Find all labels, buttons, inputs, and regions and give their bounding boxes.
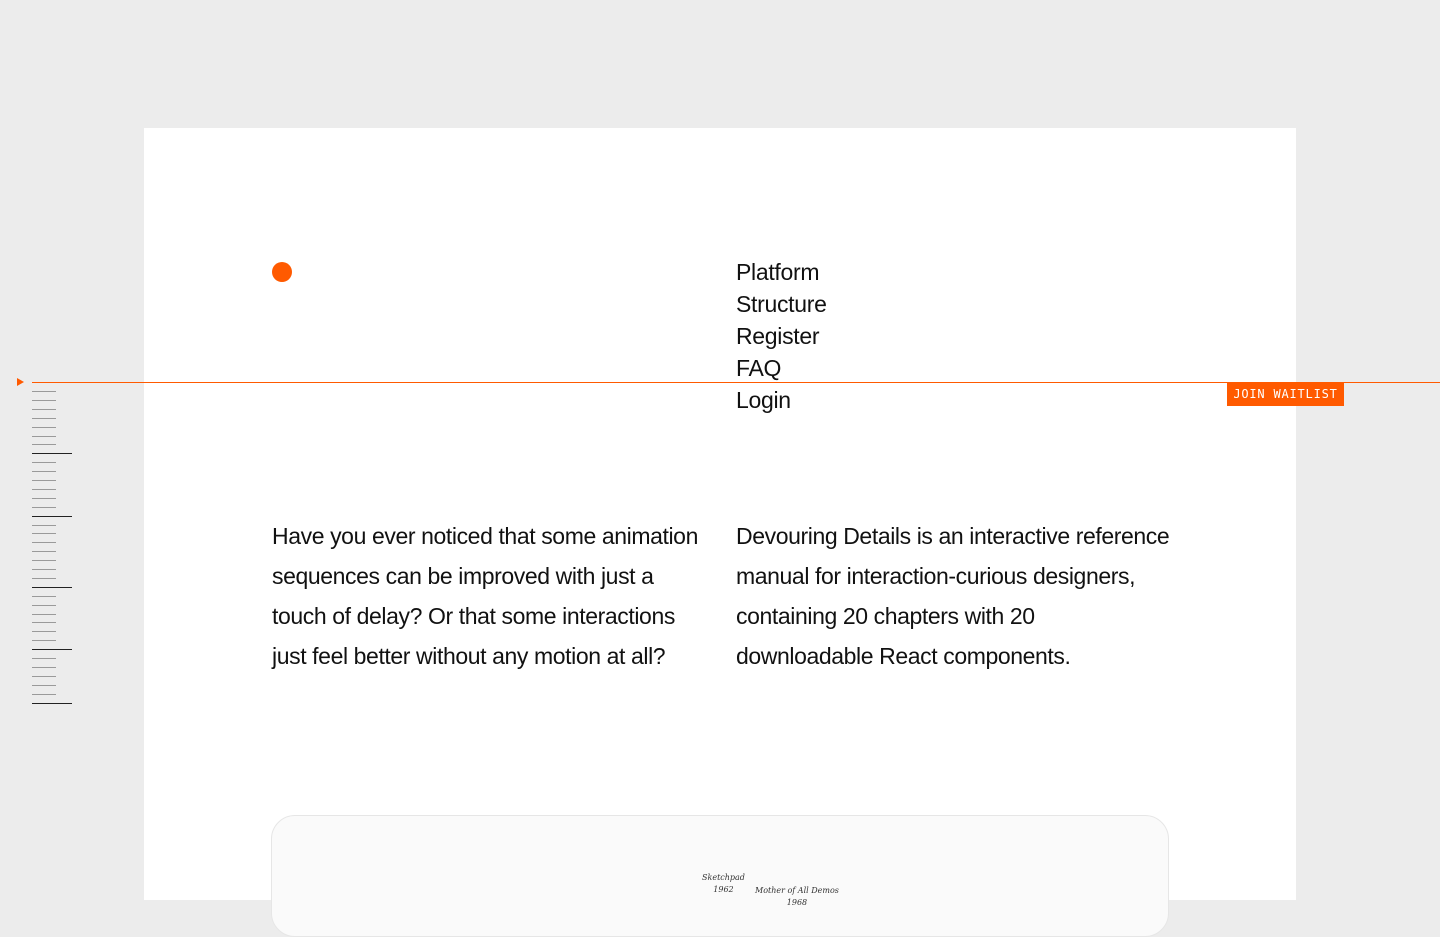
ruler-tick xyxy=(32,694,56,695)
nav-item-structure[interactable]: Structure xyxy=(736,291,827,317)
ruler-tick xyxy=(32,471,56,472)
scroll-ruler[interactable] xyxy=(32,382,72,702)
ruler-tick xyxy=(32,605,56,606)
ruler-tick xyxy=(32,631,56,632)
ruler-tick xyxy=(32,498,56,499)
nav-item-login[interactable]: Login xyxy=(736,387,791,413)
ruler-tick xyxy=(32,507,56,508)
main-card xyxy=(144,128,1296,900)
nav-item-register[interactable]: Register xyxy=(736,323,820,349)
join-waitlist-button[interactable]: JOIN WAITLIST xyxy=(1227,382,1344,406)
ruler-tick xyxy=(32,533,56,534)
ruler-tick xyxy=(32,667,56,668)
ruler-tick xyxy=(32,560,56,561)
ruler-tick xyxy=(32,649,72,650)
timeline-entry-title: Sketchpad xyxy=(702,873,745,882)
timeline-entry xyxy=(755,885,839,909)
ruler-tick xyxy=(32,400,56,401)
ruler-tick xyxy=(32,622,56,623)
ruler-tick xyxy=(32,391,56,392)
ruler-tick xyxy=(32,427,56,428)
ruler-tick xyxy=(32,436,56,437)
ruler-tick xyxy=(32,596,56,597)
timeline-entry-year: 1968 xyxy=(786,898,808,907)
logo-dot-icon[interactable] xyxy=(272,262,292,282)
timeline-entry-year: 1962 xyxy=(713,885,734,894)
ruler-tick xyxy=(32,578,56,579)
ruler-tick xyxy=(32,614,56,615)
ruler-tick xyxy=(32,462,56,463)
ruler-tick xyxy=(32,516,72,517)
scroll-position-marker-icon xyxy=(17,378,24,386)
ruler-tick xyxy=(32,418,56,419)
timeline-entry xyxy=(702,872,745,896)
main-nav xyxy=(736,256,827,416)
ruler-tick xyxy=(32,525,56,526)
ruler-tick xyxy=(32,551,56,552)
ruler-tick xyxy=(32,685,56,686)
ruler-tick xyxy=(32,489,56,490)
nav-item-platform[interactable]: Platform xyxy=(736,259,820,285)
ruler-tick xyxy=(32,676,56,677)
ruler-tick xyxy=(32,569,56,570)
ruler-tick xyxy=(32,703,72,704)
ruler-tick xyxy=(32,658,56,659)
intro-left-paragraph: Have you ever noticed that some animation sequences can be improved with just a touch of delay? Or that some interactions just feel better without any motion at all? xyxy=(272,523,698,669)
ruler-tick xyxy=(32,453,72,454)
ruler-tick xyxy=(32,542,56,543)
timeline-entry-title: Mother of All Demos xyxy=(755,886,839,895)
ruler-tick xyxy=(32,444,56,445)
timeline-preview-card xyxy=(271,815,1169,937)
nav-item-faq[interactable]: FAQ xyxy=(736,355,782,381)
intro-right-paragraph: Devouring Details is an interactive reference manual for interaction-curious designers, containing 20 chapters with 20 downloadable React components. xyxy=(736,523,1170,669)
ruler-tick xyxy=(32,587,72,588)
ruler-tick xyxy=(32,480,56,481)
ruler-tick xyxy=(32,409,56,410)
ruler-tick xyxy=(32,640,56,641)
